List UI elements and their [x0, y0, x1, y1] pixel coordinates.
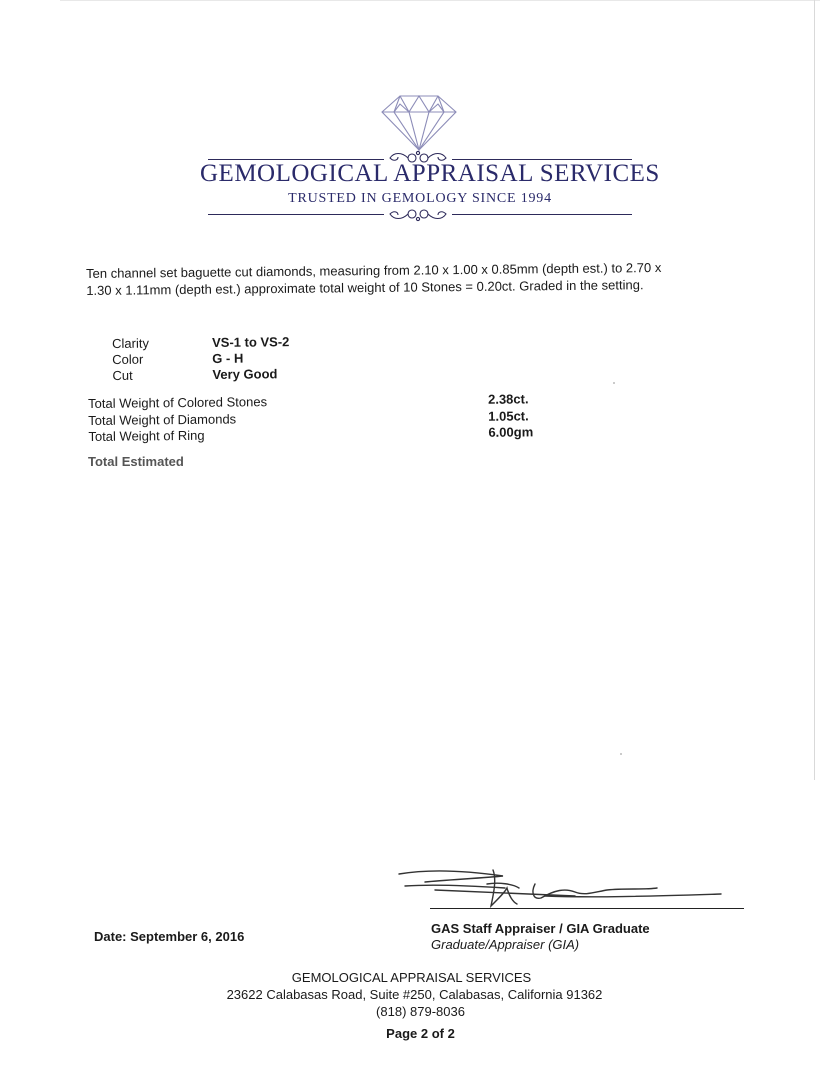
scan-speck	[620, 753, 622, 755]
page-number: Page 2 of 2	[386, 1026, 455, 1041]
weight-value: 2.38ct.	[487, 391, 529, 407]
cropped-text: Total Estimated	[88, 454, 184, 469]
cropped-text-fragment	[88, 454, 198, 470]
grade-label: Clarity	[112, 335, 149, 351]
grade-value: VS-1 to VS-2	[211, 334, 290, 350]
header-rule-bottom-right	[452, 214, 632, 215]
company-tagline: TRUSTED IN GEMOLOGY SINCE 1994	[288, 191, 552, 206]
ornament-scroll-bottom-icon	[384, 206, 452, 222]
appraisal-date: Date: September 6, 2016	[94, 929, 245, 944]
footer-address: 23622 Calabasas Road, Suite #250, Calabasas, California 91362	[226, 987, 603, 1002]
footer-company-name: GEMOLOGICAL APPRAISAL SERVICES	[291, 970, 532, 985]
weight-row-ring	[88, 424, 548, 445]
signature-icon	[395, 862, 735, 914]
scan-speck	[613, 382, 615, 384]
appraiser-credential: Graduate/Appraiser (GIA)	[431, 937, 580, 952]
grade-label: Color	[112, 351, 144, 367]
appraiser-title: GAS Staff Appraiser / GIA Graduate	[431, 921, 650, 936]
grading-table	[112, 334, 290, 384]
stone-description: Ten channel set baguette cut diamonds, measuring from 2.10 x 1.00 x 0.85mm (depth est.) to 2.70 x 1.30 x 1.11mm (depth est.) approximate total weight of 10 Stones = 0.20ct. Graded in the setting.	[86, 259, 662, 298]
company-name-header: GEMOLOGICAL APPRAISAL SERVICES	[200, 160, 660, 187]
weight-value: 1.05ct.	[488, 407, 529, 424]
scan-edge-right	[814, 0, 815, 780]
weight-label: Total Weight of Colored Stones	[88, 394, 268, 411]
grade-value: Very Good	[212, 366, 278, 382]
grade-value: G - H	[212, 350, 244, 366]
grade-row-cut	[112, 366, 289, 384]
weight-value: 6.00gm	[488, 424, 534, 440]
grade-row-color	[112, 350, 289, 368]
scan-edge-top	[60, 0, 820, 1]
signature-line	[430, 908, 744, 909]
diamond-logo-icon	[380, 94, 458, 152]
grade-label: Cut	[112, 367, 133, 383]
weight-label: Total Weight of Diamonds	[88, 410, 237, 428]
weights-table	[88, 391, 548, 445]
weight-label: Total Weight of Ring	[88, 427, 205, 444]
header-rule-bottom-left	[208, 214, 384, 215]
grade-row-clarity	[112, 334, 289, 352]
footer-phone: (818) 879-8036	[376, 1004, 465, 1019]
